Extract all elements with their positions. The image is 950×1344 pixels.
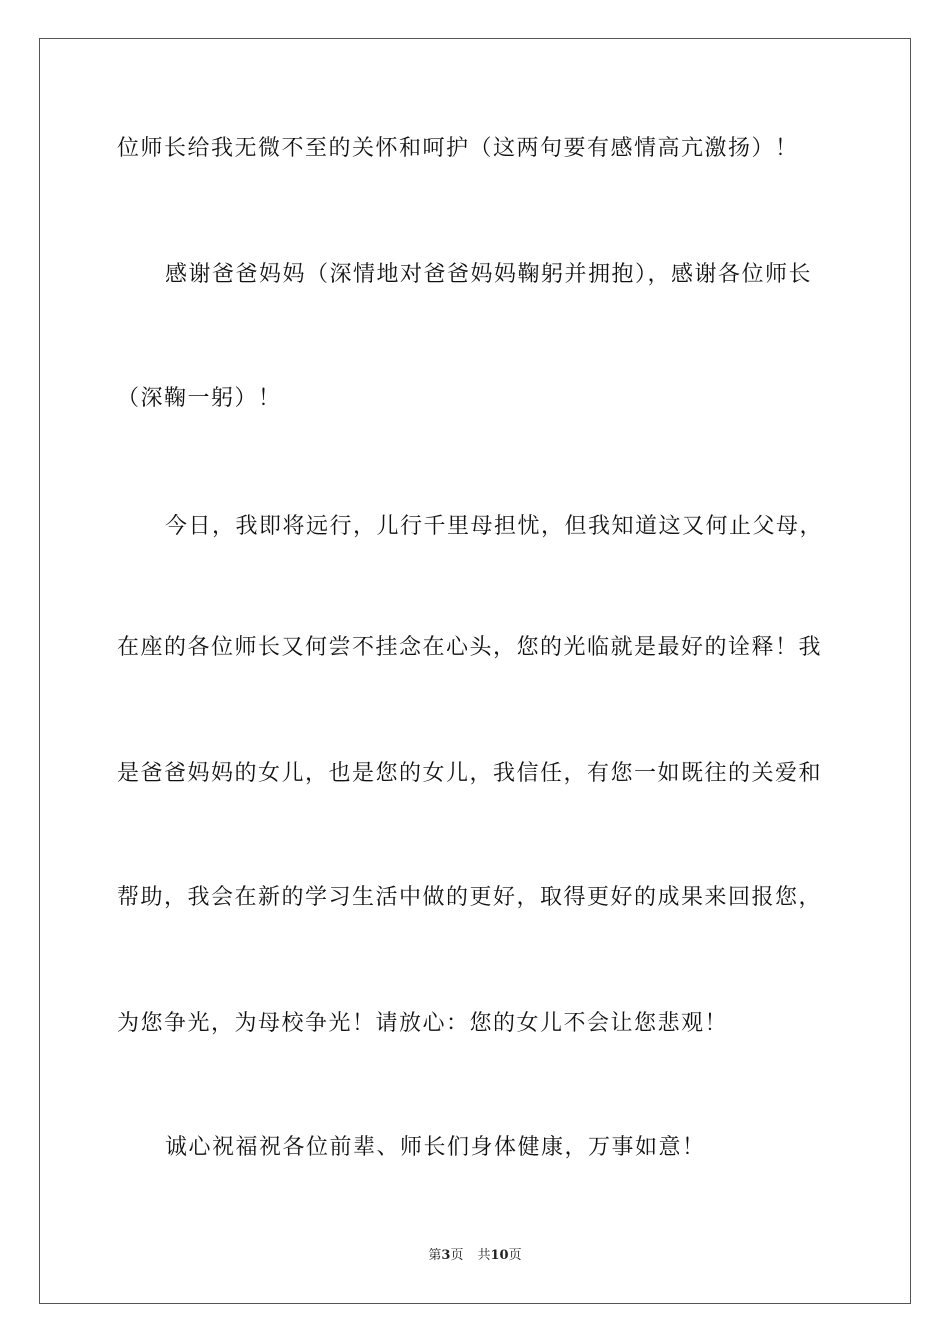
page-prefix: 第 — [428, 1248, 442, 1263]
total-suffix: 页 — [508, 1248, 522, 1263]
text-line-6: 是爸爸妈妈的女儿，也是您的女儿，我信任，有您一如既往的关爱和 — [117, 761, 823, 786]
page-border — [39, 38, 911, 1304]
text-line-8: 为您争光，为母校争光！请放心：您的女儿不会让您悲观！ — [117, 1011, 729, 1036]
text-line-4: 今日，我即将远行，儿行千里母担忧，但我知道这又何止父母， — [165, 514, 824, 539]
total-pages: 10 — [490, 1248, 509, 1263]
page-footer — [0, 1247, 950, 1265]
text-line-5: 在座的各位师长又何尝不挂念在心头，您的光临就是最好的诠释！我 — [117, 635, 823, 660]
text-line-2: 感谢爸爸妈妈（深情地对爸爸妈妈鞠躬并拥抱），感谢各位师长 — [165, 262, 813, 287]
total-prefix: 共 — [477, 1248, 491, 1263]
page-number: 3 — [441, 1248, 451, 1263]
text-line-3: （深鞠一躬）！ — [117, 386, 282, 411]
text-line-7: 帮助，我会在新的学习生活中做的更好，取得更好的成果来回报您， — [117, 885, 823, 910]
text-line-1: 位师长给我无微不至的关怀和呵护（这两句要有感情高亢激扬）！ — [117, 136, 799, 161]
page-suffix: 页 — [450, 1248, 464, 1263]
text-line-9: 诚心祝福祝各位前辈、师长们身体健康，万事如意！ — [165, 1135, 706, 1160]
